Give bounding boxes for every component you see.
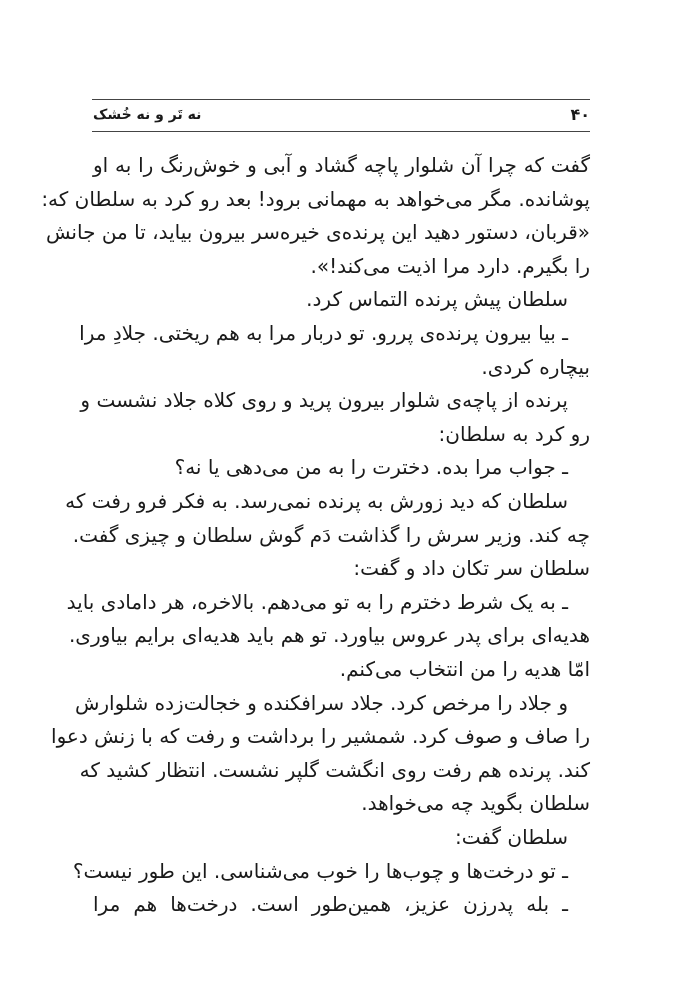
- text-line: ـ بله پدرزن عزیز، همین‌طور است. درخت‌ها هم مرا: [93, 892, 568, 917]
- text-line: سلطان پیش پرنده التماس کرد.: [306, 287, 568, 312]
- text-line: را بگیرم. دارد مرا اذیت می‌کند!».: [310, 253, 590, 278]
- text-line: ـ تو درخت‌ها و چوب‌ها را خوب می‌شناسی. این طور نیست؟: [72, 858, 568, 883]
- text-line: رو کرد به سلطان:: [438, 421, 590, 446]
- header-bottom-rule: [92, 131, 590, 132]
- running-title: نه تَر و نه خُشک: [93, 107, 202, 123]
- text-line: سلطان گفت:: [455, 825, 568, 849]
- text-line: چه کند. وزیر سرش را گذاشت دَم گوش سلطان و چیزی گفت.: [72, 522, 590, 547]
- text-line: پرنده از پاچه‌ی شلوار بیرون پرید و روی کلاه جلاد نشست و: [80, 388, 568, 413]
- text-line: کند. پرنده هم رفت روی انگشت گلپر نشست. انتظار کشید که: [79, 757, 590, 782]
- text-line: سلطان سر تکان داد و گفت:: [353, 556, 590, 581]
- text-line: بیچاره کردی.: [481, 354, 590, 379]
- text-line: و جلاد را مرخص کرد. جلاد سرافکنده و خجالت‌زده شلوارش: [74, 690, 568, 715]
- page-number: ۴۰: [570, 105, 590, 124]
- text-line: ـ جواب مرا بده. دخترت را به من می‌دهی یا نه؟: [174, 455, 568, 480]
- text-line: «قربان، دستور دهید این پرنده‌ی خیره‌سر بیرون بیاید، تا من جانش: [45, 220, 590, 245]
- text-line: پوشانده. مگر می‌خواهد به مهمانی برود! بعد رو کرد به سلطان که:: [41, 186, 590, 211]
- text-line: سلطان که دید زورش به پرنده نمی‌رسد. به فکر فرو رفت که: [65, 489, 568, 513]
- text-line: سلطان بگوید چه می‌خواهد.: [361, 791, 590, 816]
- text-line: ـ بیا بیرون پرنده‌ی پررو. تو دربار مرا به هم ریختی. جلادِ مرا: [79, 321, 568, 345]
- text-line: گفت که چرا آن شلوار پاچه گشاد و آبی و خوش‌رنگ را به او: [93, 153, 590, 177]
- text-line: هدیه‌ای برای پدر عروس بیاورد. تو هم باید هدیه‌ای برایم بیاوری.: [68, 623, 590, 648]
- text-line: را صاف و صوف کرد. شمشیر را برداشت و رفت که با زنش دعوا: [51, 724, 590, 749]
- text-line: ـ به یک شرط دخترم را به تو می‌دهم. بالاخره، هر دامادی باید: [66, 589, 568, 614]
- text-line: امّا هدیه را من انتخاب می‌کنم.: [339, 657, 590, 681]
